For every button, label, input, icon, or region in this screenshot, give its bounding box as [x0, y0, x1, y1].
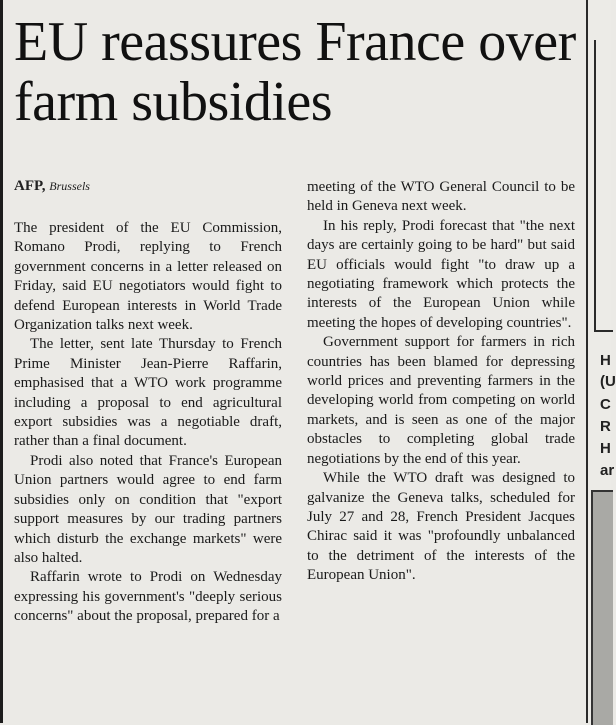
- byline: [14, 178, 90, 195]
- paragraph: The president of the EU Commission, Romano Prodi, replying to French government concerns in a letter released on Friday, said EU negotiators would fight to defend European interests in World Trade Organization talks next week.: [14, 220, 282, 334]
- article-column-2: [307, 178, 575, 586]
- adjacent-article-strip: [588, 0, 616, 723]
- paragraph: Government support for farmers in rich countries has been blamed for depressing world prices and preventing farmers in the developing world from competing on world markets, and is seen as one of the major obstacles to completing global trade negotiations by the end of this year.: [307, 334, 575, 467]
- article-headline: EU reassures France over farm subsidies: [14, 11, 576, 133]
- adjacent-text-fragment: H: [600, 440, 611, 457]
- adjacent-photo: [591, 490, 613, 725]
- paragraph: Prodi also noted that France's European Union partners would agree to end farm subsidies only on condition that "export support measures by our trading partners which disturb the exchange markets" were also halted.: [14, 452, 282, 566]
- article-column-1: [14, 219, 282, 627]
- paragraph: Raffarin wrote to Prodi on Wednesday expressing his government's "deeply serious concerns" about the proposal, prepared for a: [14, 569, 282, 625]
- adjacent-box: [594, 40, 613, 332]
- byline-agency: AFP,: [14, 178, 46, 194]
- adjacent-text-fragment: H: [600, 352, 611, 369]
- paragraph: In his reply, Prodi forecast that "the next days are certainly going to be hard" but said EU officials would fight "to draw up a negotiating framework which protects the interests of the European Union while meeting the hopes of developing countries".: [307, 217, 575, 331]
- paragraph: While the WTO draft was designed to galvanize the Geneva talks, scheduled for July 27 and 28, French President Jacques Chirac said it was "profoundly unbalanced to the detriment of the interests of the European Union".: [307, 470, 575, 584]
- paragraph: The letter, sent late Thursday to French Prime Minister Jean-Pierre Raffarin, emphasised that a WTO work programme including a proposal to end agricultural export subsidies was a negotiable draft, rather than a final document.: [14, 336, 282, 450]
- adjacent-text-fragment: (U: [600, 373, 616, 390]
- left-column-rule: [0, 0, 3, 723]
- adjacent-text-fragment: C: [600, 396, 611, 413]
- paragraph: meeting of the WTO General Council to be held in Geneva next week.: [307, 179, 575, 215]
- adjacent-text-fragment: ar: [600, 462, 615, 479]
- adjacent-text-fragment: R: [600, 418, 611, 435]
- byline-place: Brussels: [49, 179, 90, 193]
